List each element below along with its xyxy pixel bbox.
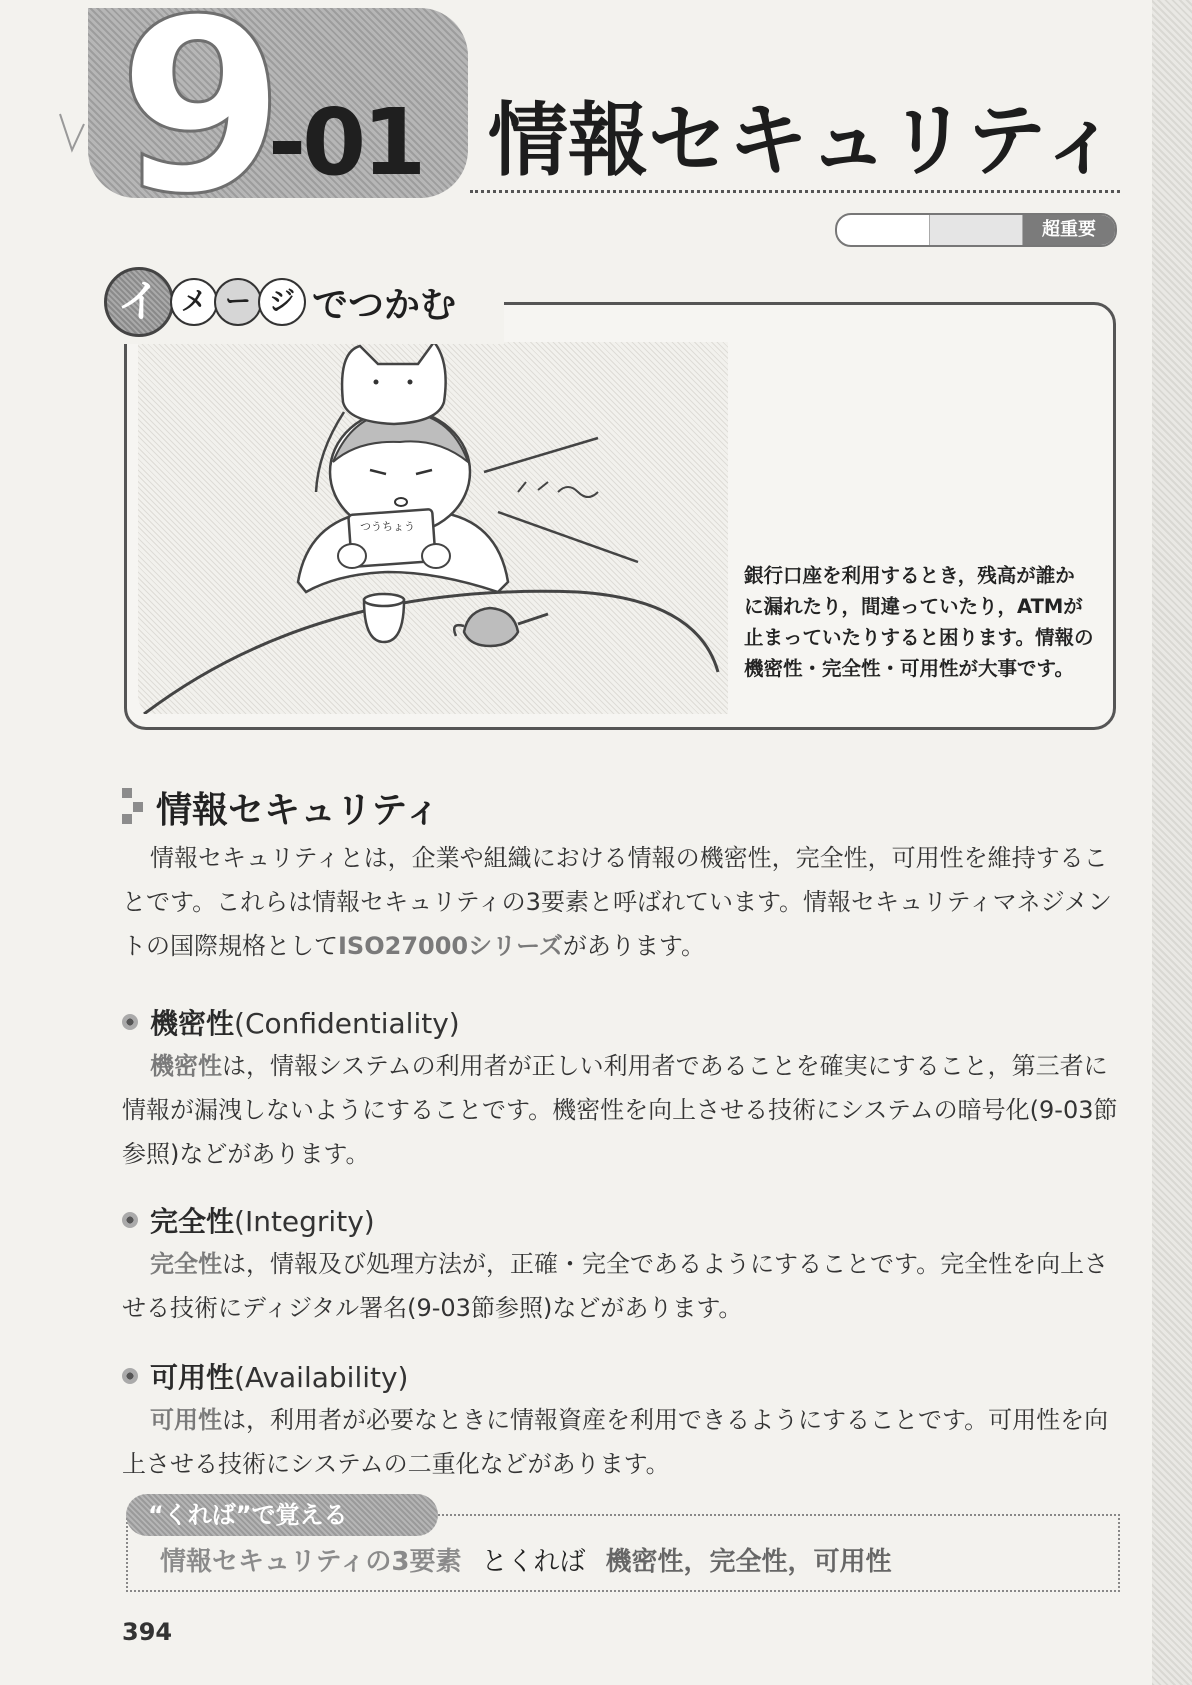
integrity-title-jp: 完全性 [150, 1205, 235, 1238]
heading-rest: でつかむ [312, 284, 457, 326]
confidentiality-body: は，情報システムの利用者が正しい利用者であることを確実にすること，第三者に情報が漏洩しないようにすることです。機密性を向上させる技術にシステムの暗号化(9-03節参照)などがあります。 [122, 1052, 1118, 1168]
availability-em: 可用性 [150, 1406, 222, 1434]
heading-circle-3: ジ [258, 278, 306, 326]
memo-kureba: とくれば [481, 1547, 586, 1577]
availability-heading [122, 1354, 822, 1398]
title-divider [470, 190, 1120, 193]
memo-answer: 機密性，完全性，可用性 [605, 1547, 892, 1577]
integrity-title-en: (Integrity) [234, 1205, 375, 1238]
confidentiality-paragraph [122, 1044, 1122, 1178]
intro-paragraph [122, 836, 1122, 970]
page-edge-shadow [1152, 0, 1192, 1685]
integrity-body: は，情報及び処理方法が，正確・完全であるようにすることです。完全性を向上させる技術にディジタル署名(9-03節参照)などがあります。 [122, 1250, 1109, 1322]
image-heading [104, 260, 504, 344]
importance-seg-1 [837, 215, 930, 245]
integrity-paragraph [122, 1242, 1122, 1332]
image-caption: 銀行口座を利用するとき，残高が誰かに漏れたり，間違っていたり，ATMが止まっていたりすると困ります。情報の機密性・完全性・可用性が大事です。 [744, 564, 1094, 680]
bullet-dot-icon [122, 1368, 138, 1384]
heading-circle-1: メ [170, 278, 218, 326]
square-bullet-icon [122, 786, 144, 828]
bullet-dot-icon [122, 1212, 138, 1228]
page-title: 情報セキュリティ [488, 94, 1120, 187]
heading-bubble: イ [104, 267, 174, 337]
section-heading-text: 情報セキュリティ [156, 789, 441, 831]
passbook-label: つうちょう [360, 520, 415, 533]
illustration [138, 342, 728, 714]
importance-seg-2 [930, 215, 1023, 245]
confidentiality-title-jp: 機密性 [150, 1007, 235, 1040]
availability-body: は，利用者が必要なときに情報資産を利用できるようにすることです。可用性を向上させる技術にシステムの二重化などがあります。 [122, 1406, 1109, 1478]
availability-paragraph [122, 1398, 1122, 1488]
confidentiality-em: 機密性 [150, 1052, 222, 1080]
memo-term: 情報セキュリティの3要素 [160, 1547, 462, 1577]
integrity-heading [122, 1198, 822, 1242]
availability-title-en: (Availability) [234, 1361, 409, 1394]
integrity-em: 完全性 [150, 1250, 222, 1278]
bullet-dot-icon [122, 1014, 138, 1030]
chevron-mark-icon [56, 110, 86, 154]
intro-text-2: があります。 [562, 932, 706, 960]
confidentiality-heading [122, 1000, 822, 1044]
memo-label: “くれば”で覚える [126, 1494, 438, 1536]
availability-title-jp: 可用性 [150, 1361, 235, 1394]
page-number: 394 [122, 1618, 173, 1646]
importance-badge [835, 213, 1117, 247]
intro-em: ISO27000シリーズ [338, 932, 563, 960]
importance-label: 超重要 [1023, 215, 1115, 245]
memo-text [160, 1540, 1080, 1584]
section-heading [122, 782, 722, 832]
intro-text-1: 情報セキュリティとは，企業や組織における情報の機密性，完全性，可用性を維持することです。これらは情報セキュリティの3要素と呼ばれています。情報セキュリティマネジメントの国際規格として [122, 844, 1112, 960]
section-number: -01 [268, 89, 423, 196]
heading-circle-2: ー [214, 278, 262, 326]
confidentiality-title-en: (Confidentiality) [234, 1007, 460, 1040]
chapter-number: 9 [118, 0, 285, 247]
